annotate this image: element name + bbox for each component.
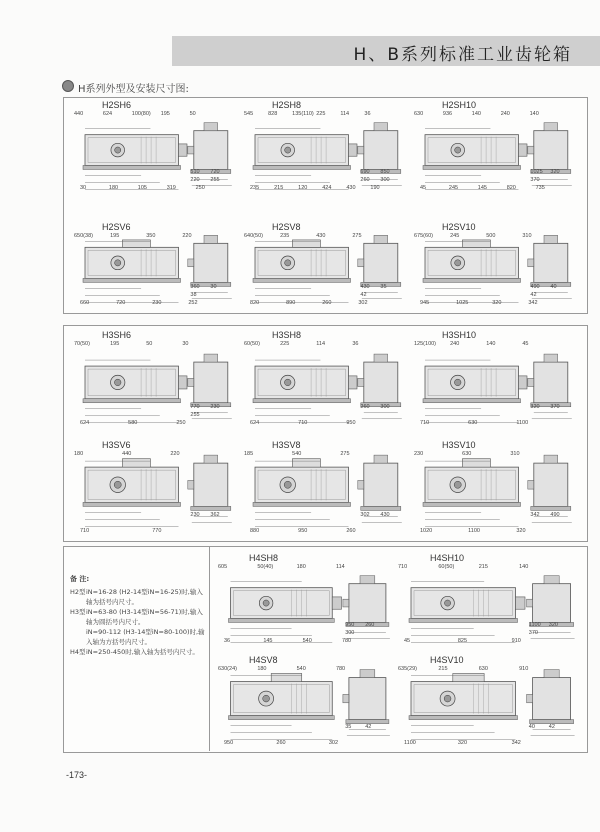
dimension-label: 45 [404, 638, 411, 644]
dimension-label: 950 [224, 740, 234, 746]
dimension-label: 770 [190, 404, 200, 410]
dimension-label: 430 [316, 233, 326, 239]
dimension-label: 500 [486, 233, 496, 239]
dimension-label: 260 [276, 740, 286, 746]
dimension-label: 42 [530, 292, 537, 298]
dimension-label: 220 [170, 451, 180, 457]
drawing-model-label: H3SH8 [272, 330, 302, 340]
dimension-label: 342 [511, 740, 521, 746]
dimension-label: 825 [457, 638, 468, 644]
dimension-label: 624 [102, 111, 113, 117]
dimension-label: 630(24) [218, 666, 237, 672]
drawing-model-label: H4SH8 [249, 553, 279, 563]
dimension-label: 820 [250, 300, 260, 306]
dimension-label: 302 [360, 512, 370, 518]
dimension-label: 40 [528, 724, 535, 730]
dimension-label: 185 [244, 451, 254, 457]
dimension-label: 114 [316, 341, 326, 347]
dimension-label: 370 [528, 630, 538, 636]
dimension-label: 910 [511, 638, 521, 644]
dimension-label: 140 [529, 111, 539, 117]
dimension-label: 260 [322, 300, 332, 306]
dimension-label: 230 [152, 300, 162, 306]
notes-block [70, 574, 205, 657]
dimension-label: 735 [535, 185, 545, 191]
dimension-label: 30 [80, 185, 87, 191]
drawing-model-label: H4SH10 [430, 553, 465, 563]
header-band [172, 36, 600, 66]
dimension-label: 1100 [404, 740, 416, 746]
notes-title: 备 注: [70, 575, 90, 583]
page-title: H、B系列标准工业齿轮箱 [353, 45, 572, 65]
drawing-model-label: H3SH6 [102, 330, 132, 340]
dimension-label: 770 [152, 528, 162, 534]
dimension-label: 828 [268, 111, 278, 117]
gearbox-drawing [408, 452, 578, 536]
drawing-model-label: H4SV8 [249, 655, 278, 665]
dimension-label: 180 [108, 185, 119, 191]
dimension-label: 936 [442, 111, 453, 117]
dimension-label: 42 [365, 724, 372, 730]
dimension-label: 140 [519, 564, 529, 570]
dimension-label: 605 [218, 564, 228, 570]
dimension-label: 780 [335, 666, 346, 672]
dimension-label: 235 [250, 185, 260, 191]
dimension-label: 675(60) [414, 233, 433, 239]
dimension-label: 250 [176, 420, 186, 426]
dimension-label: 30 [210, 284, 217, 290]
dimension-label: 60(50) [244, 341, 260, 347]
dimension-label: 215 [438, 666, 448, 672]
dimension-label: 440 [122, 451, 132, 457]
dimension-label: 540 [302, 638, 312, 644]
dimension-label: 710 [420, 420, 430, 426]
dimension-label: 35 [380, 284, 387, 290]
dimension-label: 220 [190, 177, 200, 183]
dimension-label: 195 [110, 341, 120, 347]
dimension-label: 225 [280, 341, 290, 347]
dimension-label: 630 [478, 666, 488, 672]
dimension-label: 235 [280, 233, 290, 239]
dimension-label: 545 [244, 111, 254, 117]
dimension-label: 624 [250, 420, 260, 426]
dimension-label: 710 [298, 420, 308, 426]
dimension-label: 260 [346, 528, 356, 534]
drawing-model-label: H2SV8 [272, 222, 301, 232]
dimension-label: 36 [364, 111, 371, 117]
dimension-label: 195 [110, 233, 120, 239]
dimension-label: 880 [250, 528, 260, 534]
dimension-label: 36 [352, 341, 359, 347]
dimension-label: 35 [345, 724, 352, 730]
drawing-model-label: H2SH6 [102, 100, 132, 110]
gearbox-drawing [212, 565, 397, 646]
dimension-label: 135(110) [292, 111, 314, 117]
dimension-label: 950 [346, 420, 356, 426]
dimension-label: 300 [380, 404, 390, 410]
drawing-model-label: H3SV8 [272, 440, 301, 450]
dimension-label: 424 [322, 185, 332, 191]
dimension-label: 275 [352, 233, 362, 239]
dimension-label: 490 [530, 284, 540, 290]
dimension-label: 260 [360, 404, 370, 410]
dimension-label: 650(38) [74, 233, 93, 239]
dimension-label: 710 [80, 528, 90, 534]
dimension-label: 440 [74, 111, 84, 117]
dimension-label: 350 [146, 233, 156, 239]
dimension-label: 660 [80, 300, 90, 306]
gearbox-drawing [68, 342, 238, 428]
dimension-label: 114 [335, 564, 345, 570]
dimension-label: 945 [420, 300, 430, 306]
dimension-label: 240 [500, 111, 510, 117]
drawing-model-label: H3SV6 [102, 440, 131, 450]
dimension-label: 320 [548, 622, 558, 628]
gearbox-drawing [392, 565, 582, 646]
dimension-label: 630 [414, 111, 424, 117]
dimension-label: 780 [341, 638, 352, 644]
dimension-label: 125(100) [414, 341, 437, 347]
dimension-label: 1020 [420, 528, 433, 534]
dimension-label: 180 [257, 666, 267, 672]
dimension-label: 540 [292, 451, 302, 457]
drawing-model-label: H3SV10 [442, 440, 476, 450]
dimension-label: 720 [210, 169, 220, 175]
dimension-label: 300 [345, 630, 355, 636]
note-item: iN=90-112 (H3-14型iN=80-100)时,输入轴为方括号内尺寸。 [86, 628, 205, 646]
dimension-label: 580 [128, 420, 138, 426]
dimension-label: 950 [298, 528, 308, 534]
dimension-label: 30 [182, 341, 189, 347]
dimension-label: 230 [210, 404, 220, 410]
dimension-label: 430 [380, 512, 390, 518]
dimension-label: 245 [450, 233, 460, 239]
dimension-label: 50(40) [257, 564, 274, 570]
dimension-label: 1100 [528, 622, 541, 628]
gearbox-drawing [238, 452, 408, 536]
panel-h4-divider [209, 546, 210, 751]
dimension-label: 252 [188, 300, 198, 306]
dimension-label: 300 [380, 177, 390, 183]
dimension-label: 45 [420, 185, 427, 191]
dimension-label: 510 [190, 169, 200, 175]
dimension-label: 114 [340, 111, 350, 117]
dimension-label: 180 [74, 451, 84, 457]
dimension-label: 310 [510, 451, 520, 457]
dimension-label: 320 [530, 404, 540, 410]
dimension-label: 145 [477, 185, 487, 191]
dimension-label: 370 [550, 404, 560, 410]
page-number: -173- [66, 770, 88, 780]
dimension-label: 360 [190, 284, 200, 290]
section-title: H系列外型及安装尺寸图: [78, 84, 189, 95]
dimension-label: 195 [160, 111, 170, 117]
dimension-label: 370 [530, 177, 540, 183]
dimension-label: 140 [486, 341, 496, 347]
dimension-label: 215 [478, 564, 488, 570]
dimension-label: 255 [210, 177, 220, 183]
dimension-label: 255 [190, 412, 200, 418]
gearbox-drawing [238, 342, 408, 428]
dimension-label: 140 [471, 111, 481, 117]
drawing-model-label: H3SH10 [442, 330, 477, 340]
dimension-label: 1100 [468, 528, 480, 534]
dimension-label: 362 [210, 512, 220, 518]
dimension-label: 240 [450, 341, 460, 347]
dimension-label: 630 [462, 451, 472, 457]
dimension-label: 50 [189, 111, 196, 117]
gearbox-drawing [408, 234, 578, 308]
dimension-label: 319 [166, 185, 176, 191]
dimension-label: 850 [380, 169, 390, 175]
dimension-label: 1025 [530, 169, 543, 175]
dimension-label: 320 [516, 528, 526, 534]
note-item: H3型 iN=63-80 (H3-14型iN=56-71)时,输入轴为圆括号内尺寸。 [70, 608, 203, 626]
dimension-label: 710 [398, 564, 408, 570]
dimension-label: 302 [328, 740, 339, 746]
dimension-label: 430 [346, 185, 356, 191]
dimension-label: 624 [80, 420, 90, 426]
dimension-label: 42 [360, 292, 367, 298]
dimension-label: 190 [370, 185, 380, 191]
dimension-label: 1100 [516, 420, 529, 426]
dimension-label: 275 [340, 451, 350, 457]
dimension-label: 690 [360, 169, 370, 175]
dimension-label: 230 [414, 451, 424, 457]
dimension-label: 225 [316, 111, 326, 117]
gearbox-drawing [392, 667, 582, 748]
gearbox-drawing [408, 112, 578, 193]
dimension-label: 120 [298, 185, 308, 191]
dimension-label: 70(50) [74, 341, 90, 347]
dimension-label: 910 [519, 666, 529, 672]
dimension-label: 42 [548, 724, 555, 730]
dimension-label: 635(29) [398, 666, 417, 672]
dimension-label: 145 [263, 638, 273, 644]
dimension-label: 640(50) [244, 233, 263, 239]
gearbox-drawing [68, 234, 238, 308]
dimension-label: 302 [358, 300, 368, 306]
dimension-label: 100(80) [131, 111, 151, 117]
gearbox-drawing [68, 452, 238, 536]
dimension-label: 820 [506, 185, 516, 191]
dimension-label: 320 [550, 169, 560, 175]
drawing-model-label: H2SH8 [272, 100, 302, 110]
note-item: H2型 iN=16-28 (H2-14型iN=16-25)时,输入轴为括号内尺寸。 [70, 588, 203, 606]
dimension-label: 490 [550, 512, 560, 518]
dimension-label: 342 [530, 512, 540, 518]
dimension-label: 320 [492, 300, 502, 306]
dimension-label: 40 [550, 284, 557, 290]
dimension-label: 950 [345, 622, 355, 628]
dimension-label: 720 [116, 300, 126, 306]
dimension-label: 260 [365, 622, 375, 628]
dimension-label: 320 [457, 740, 468, 746]
dimension-label: 890 [286, 300, 296, 306]
dimension-label: 540 [296, 666, 306, 672]
dimension-label: 342 [528, 300, 538, 306]
note-item: H4型 iN=250-450时,输入轴为括号内尺寸。 [70, 648, 199, 656]
dimension-label: 60(50) [438, 564, 455, 570]
dimension-label: 45 [522, 341, 529, 347]
gearbox-drawing [238, 234, 408, 308]
dimension-label: 38 [190, 292, 197, 298]
dimension-label: 630 [468, 420, 478, 426]
dimension-label: 180 [296, 564, 306, 570]
gearbox-drawing [212, 667, 397, 748]
dimension-label: 1025 [456, 300, 469, 306]
dimension-label: 220 [182, 233, 192, 239]
drawing-model-label: H2SH10 [442, 100, 477, 110]
dimension-label: 260 [360, 177, 370, 183]
dimension-label: 310 [522, 233, 532, 239]
dimension-label: 215 [274, 185, 284, 191]
dimension-label: 36 [224, 638, 231, 644]
dimension-label: 245 [448, 185, 459, 191]
dimension-label: 105 [137, 185, 147, 191]
drawing-model-label: H2SV6 [102, 222, 131, 232]
drawing-model-label: H4SV10 [430, 655, 464, 665]
dimension-label: 430 [360, 284, 370, 290]
dimension-label: 230 [190, 512, 200, 518]
gearbox-drawing [408, 342, 578, 428]
dimension-label: 50 [146, 341, 153, 347]
drawing-model-label: H2SV10 [442, 222, 476, 232]
dimension-label: 250 [195, 185, 205, 191]
